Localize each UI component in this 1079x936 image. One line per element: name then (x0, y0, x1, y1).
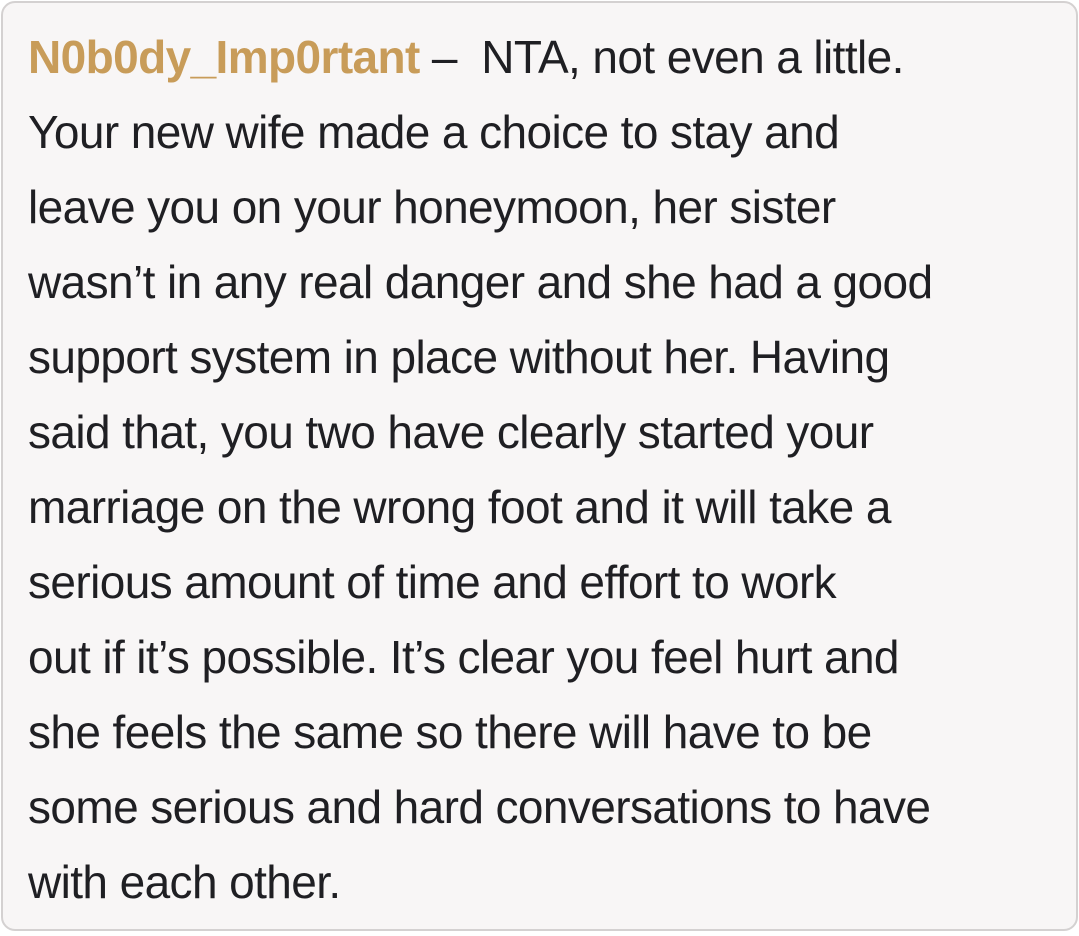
comment-card (1, 1, 1078, 931)
username: N0b0dy_Imp0rtant (28, 31, 420, 83)
comment-line-text: NTA, not even a little. (481, 31, 904, 83)
comment-line: support system in place without her. Having (28, 331, 890, 383)
comment-line (28, 20, 1052, 95)
comment-line: wasn’t in any real danger and she had a good (28, 256, 933, 308)
comment-line: some serious and hard conversations to have (28, 781, 931, 833)
comment-line: serious amount of time and effort to work (28, 556, 837, 608)
comment-line: she feels the same so there will have to be (28, 706, 872, 758)
comment-line: with each other. (28, 856, 341, 908)
comment-line: out if it’s possible. It’s clear you feel hurt and (28, 631, 899, 683)
comment-line: leave you on your honeymoon, her sister (28, 181, 836, 233)
comment-line: Your new wife made a choice to stay and (28, 106, 840, 158)
separator-dash: – (419, 31, 482, 83)
comment-line: marriage on the wrong foot and it will take a (28, 481, 891, 533)
comment-line: said that, you two have clearly started your (28, 406, 874, 458)
